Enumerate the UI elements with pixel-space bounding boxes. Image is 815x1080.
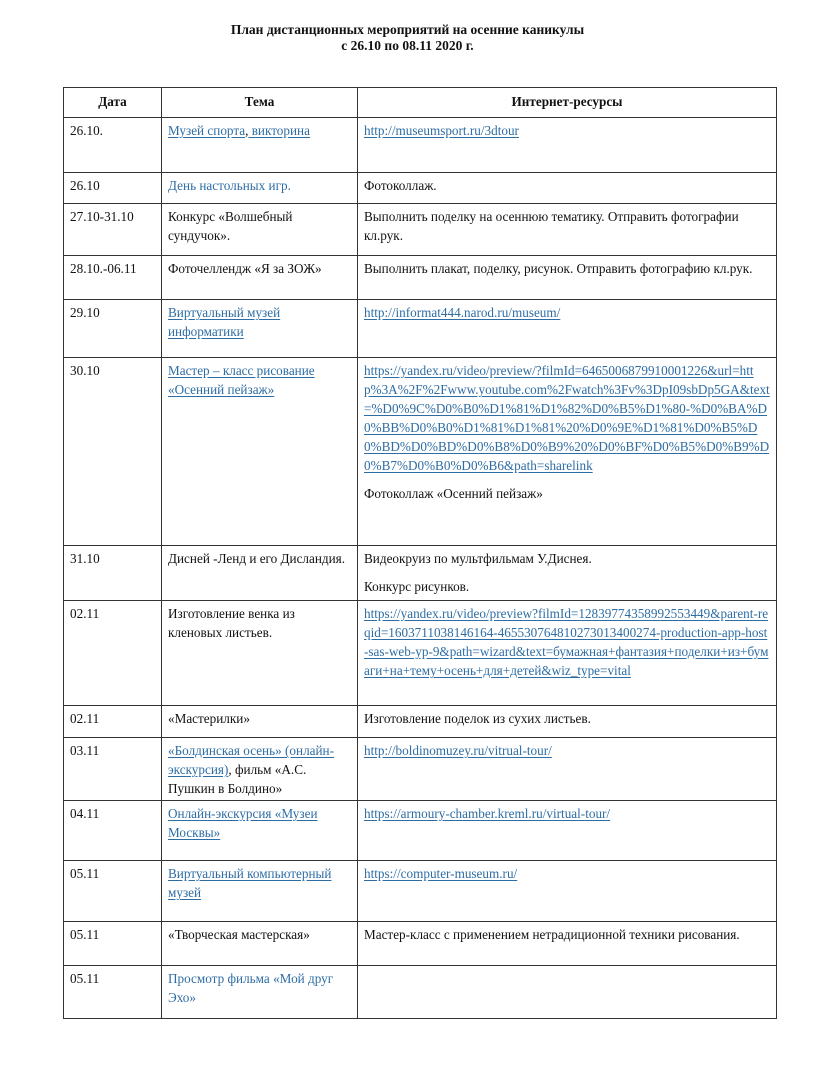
cell-topic: «Творческая мастерская» <box>162 922 358 966</box>
topic-link[interactable]: Музей спорта <box>168 123 246 138</box>
cell-date: 28.10.-06.11 <box>64 256 162 300</box>
cell-date: 02.11 <box>64 706 162 738</box>
cell-resource <box>358 861 777 922</box>
cell-date: 26.10. <box>64 118 162 173</box>
cell-resource: Фотоколлаж. <box>358 173 777 204</box>
cell-resource <box>358 738 777 801</box>
resource-link[interactable]: https://computer-museum.ru/ <box>364 866 518 881</box>
table-row <box>64 601 777 706</box>
resource-link[interactable]: https://yandex.ru/video/preview/?filmId=6465006879910001226&url=http%3A%2F%2Fwww.youtube.com%2Fwatch%3Fv%3DpI09sbDp5GA&text=%D0%9C%D0%B0%D1%81%D1%82%D0%B5%D1%80-%D0%BA%D0%BB%D0%B0%D1%81%D1%81%20%D0%9E%D1%81%D0%B5%D0%BD%D0%BD%D0%B8%D0%B9%20%D0%BF%D0%B5%D0%B9%D0%B7%D0%B0%D0%B6&path=sharelink <box>364 363 770 473</box>
topic-text: День настольных игр. <box>168 178 291 193</box>
topic-link[interactable]: викторина <box>248 123 310 138</box>
cell-topic <box>162 118 358 173</box>
cell-date: 30.10 <box>64 358 162 546</box>
cell-date: 31.10 <box>64 546 162 601</box>
cell-topic <box>162 861 358 922</box>
cell-resource: Изготовление поделок из сухих листьев. <box>358 706 777 738</box>
table-row <box>64 300 777 358</box>
resource-link[interactable]: https://yandex.ru/video/preview?filmId=12839774358992553449&parent-reqid=1603711038146164-465530764810273013400274-production-app-host-sas-web-yp-9&path=wizard&text=бумажная+фантазия+поделки+из+бумаги+на+тему+осень+для+детей&wiz_type=vital <box>364 606 769 678</box>
cell-date: 05.11 <box>64 922 162 966</box>
table-row <box>64 118 777 173</box>
table-row <box>64 966 777 1019</box>
table-row <box>64 861 777 922</box>
table-row <box>64 204 777 256</box>
cell-resource <box>358 601 777 706</box>
topic-link[interactable]: Виртуальный музей информатики <box>168 305 281 339</box>
resource-link[interactable]: http://informat444.narod.ru/museum/ <box>364 305 561 320</box>
table-row <box>64 738 777 801</box>
cell-topic <box>162 300 358 358</box>
cell-date: 27.10-31.10 <box>64 204 162 256</box>
cell-resource: Выполнить плакат, поделку, рисунок. Отправить фотографию кл.рук. <box>358 256 777 300</box>
resource-note: Фотоколлаж «Осенний пейзаж» <box>364 486 543 501</box>
cell-date: 02.11 <box>64 601 162 706</box>
cell-topic: Фоточеллендж «Я за ЗОЖ» <box>162 256 358 300</box>
cell-resource: Выполнить поделку на осеннюю тематику. Отправить фотографии кл.рук. <box>358 204 777 256</box>
resource-link[interactable]: http://museumsport.ru/3dtour <box>364 123 519 138</box>
cell-date: 05.11 <box>64 966 162 1019</box>
title-line-2: с 26.10 по 08.11 2020 г. <box>341 38 474 53</box>
cell-resource <box>358 358 777 546</box>
cell-resource <box>358 546 777 601</box>
cell-topic: «Мастерилки» <box>162 706 358 738</box>
resource-line: Конкурс рисунков. <box>364 579 470 594</box>
table-row <box>64 173 777 204</box>
header-topic: Тема <box>162 88 358 118</box>
cell-topic <box>162 173 358 204</box>
topic-link[interactable]: «Болдинская осень» (онлайн-экскурсия) <box>168 743 335 777</box>
topic-text: Просмотр фильма «Мой друг Эхо» <box>168 971 334 1005</box>
cell-date: 04.11 <box>64 801 162 861</box>
cell-resource <box>358 300 777 358</box>
cell-topic: Дисней -Ленд и его Дисландия. <box>162 546 358 601</box>
table-row <box>64 801 777 861</box>
topic-link[interactable]: Виртуальный компьютерный музей <box>168 866 332 900</box>
resource-link[interactable]: http://boldinomuzey.ru/vitrual-tour/ <box>364 743 552 758</box>
cell-topic <box>162 966 358 1019</box>
cell-date: 05.11 <box>64 861 162 922</box>
cell-topic <box>162 801 358 861</box>
table-row <box>64 256 777 300</box>
cell-date: 29.10 <box>64 300 162 358</box>
topic-text: , фильм «А.С. Пушкин в Болдино» <box>168 762 307 796</box>
cell-date: 03.11 <box>64 738 162 801</box>
cell-resource <box>358 966 777 1019</box>
cell-topic: Изготовление венка из кленовых листьев. <box>162 601 358 706</box>
topic-link[interactable]: Онлайн-экскурсия «Музеи Москвы» <box>168 806 318 840</box>
table-row <box>64 358 777 546</box>
document-title <box>0 22 815 54</box>
cell-resource: Мастер-класс с применением нетрадиционной техники рисования. <box>358 922 777 966</box>
cell-resource <box>358 801 777 861</box>
cell-topic <box>162 358 358 546</box>
title-line-1: План дистанционных мероприятий на осенние каникулы <box>230 22 585 37</box>
resource-link[interactable]: https://armoury-chamber.kreml.ru/virtual-tour/ <box>364 806 611 821</box>
topic-separator: , <box>245 123 249 138</box>
topic-link[interactable]: Мастер – класс рисование «Осенний пейзаж» <box>168 363 315 397</box>
header-date: Дата <box>64 88 162 118</box>
table-row <box>64 546 777 601</box>
cell-topic <box>162 738 358 801</box>
cell-resource <box>358 118 777 173</box>
activities-table <box>63 87 777 1019</box>
cell-date: 26.10 <box>64 173 162 204</box>
cell-topic: Конкурс «Волшебный сундучок». <box>162 204 358 256</box>
header-resources: Интернет-ресурсы <box>358 88 777 118</box>
table-header-row <box>64 88 777 118</box>
table-row <box>64 706 777 738</box>
table-row <box>64 922 777 966</box>
resource-line: Видеокруиз по мультфильмам У.Диснея. <box>364 551 592 566</box>
